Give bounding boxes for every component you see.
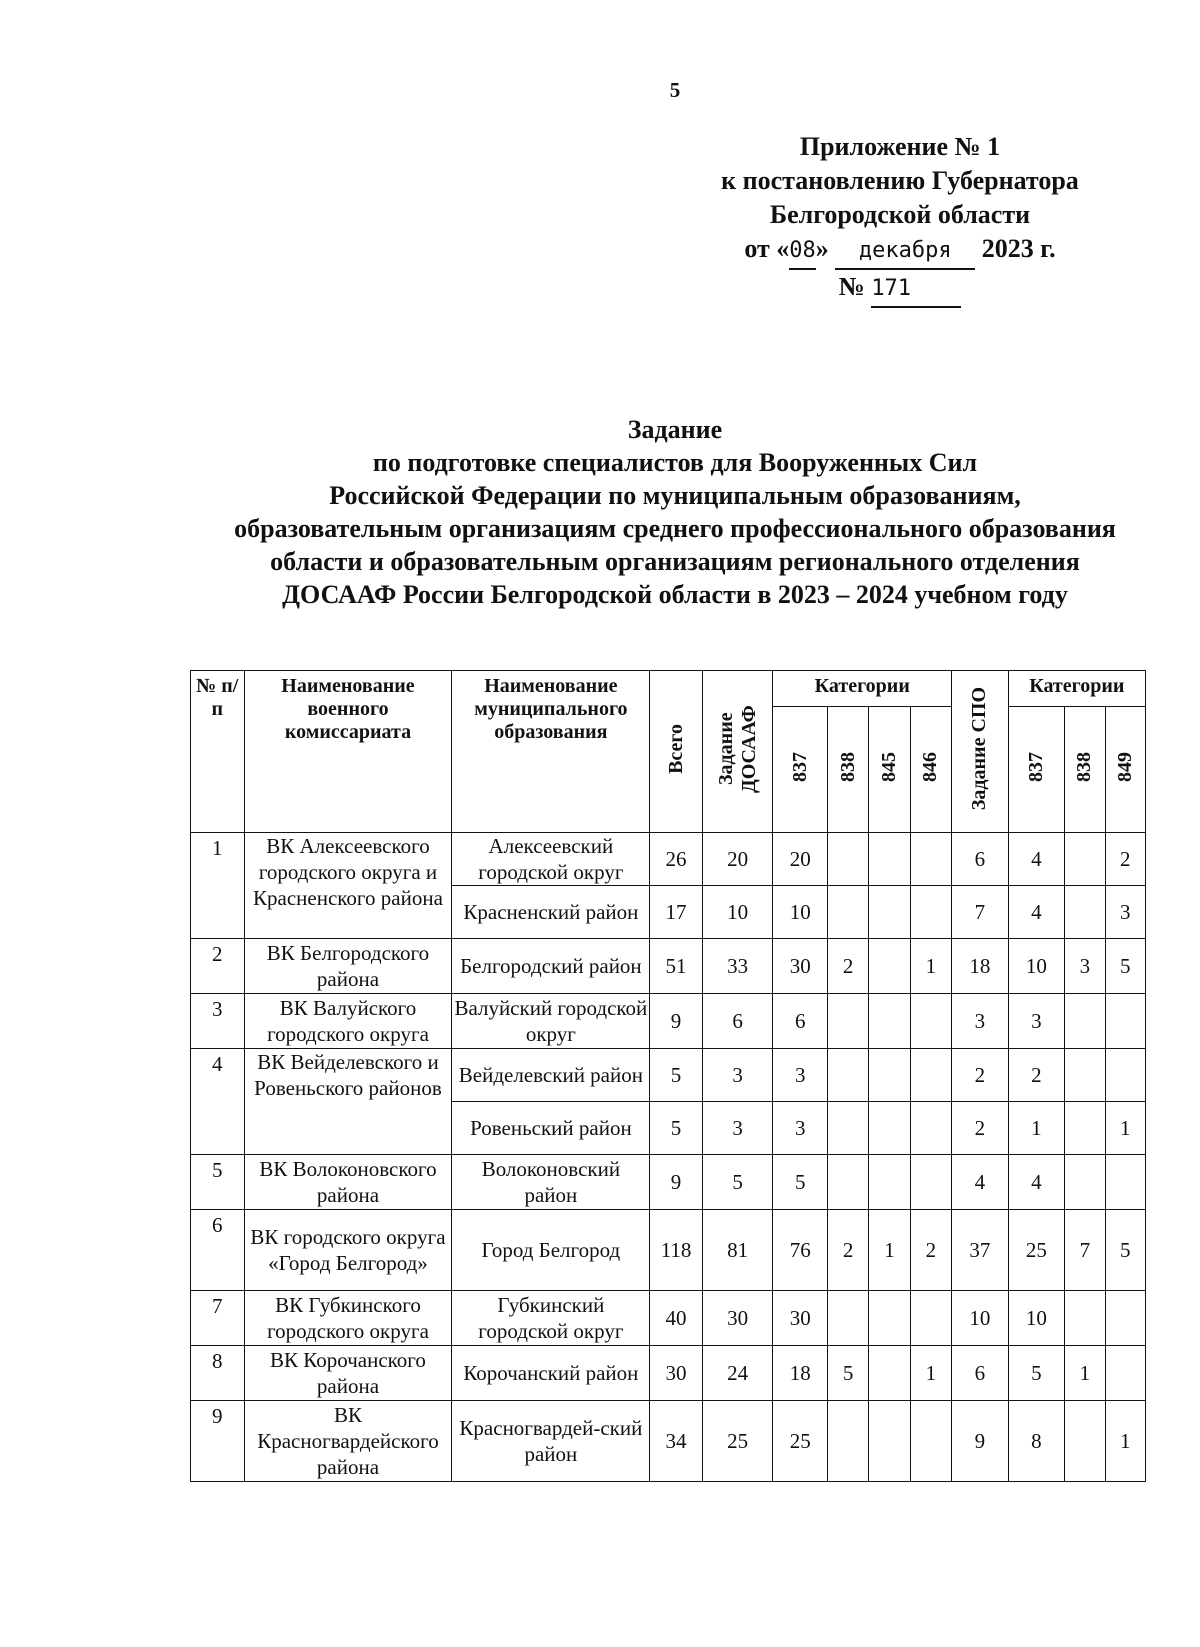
header-total: Всего xyxy=(650,671,702,833)
cell-value: 118 xyxy=(650,1210,702,1291)
cell-value xyxy=(1065,833,1105,886)
cell-value: 1 xyxy=(1105,1401,1145,1482)
cell-municipality: Волоконовский район xyxy=(452,1155,650,1210)
cell-value xyxy=(869,1291,910,1346)
cell-value: 10 xyxy=(1008,939,1065,994)
cell-value xyxy=(1065,994,1105,1049)
cell-commissariat: ВК Волоконовского района xyxy=(244,1155,452,1210)
cell-value xyxy=(869,886,910,939)
cell-value xyxy=(1105,1291,1145,1346)
cell-value xyxy=(869,1401,910,1482)
cell-value: 2 xyxy=(910,1210,951,1291)
cell-value: 1 xyxy=(869,1210,910,1291)
cell-value: 2 xyxy=(1105,833,1145,886)
cell-value: 30 xyxy=(773,939,828,994)
header-categories-2: Категории xyxy=(1008,671,1145,707)
header-cat2-849: 849 xyxy=(1105,707,1145,833)
cell-value: 3 xyxy=(773,1049,828,1102)
cell-value xyxy=(1105,994,1145,1049)
cell-value: 18 xyxy=(773,1346,828,1401)
number-prefix: № xyxy=(838,272,865,301)
date-prefix: от « xyxy=(744,234,790,263)
header-cat1-838: 838 xyxy=(827,707,868,833)
cell-value: 4 xyxy=(952,1155,1009,1210)
cell-value xyxy=(1065,886,1105,939)
cell-num: 5 xyxy=(191,1155,245,1210)
cell-municipality: Белгородский район xyxy=(452,939,650,994)
cell-value xyxy=(910,1291,951,1346)
cell-value: 3 xyxy=(702,1102,773,1155)
cell-value: 40 xyxy=(650,1291,702,1346)
cell-municipality: Вейделевский район xyxy=(452,1049,650,1102)
cell-municipality: Валуйский городской округ xyxy=(452,994,650,1049)
cell-value: 30 xyxy=(702,1291,773,1346)
header-spo: Задание СПО xyxy=(952,671,1009,833)
cell-value: 5 xyxy=(1008,1346,1065,1401)
header-commissariat: Наименование военного комиссариата xyxy=(244,671,452,833)
cell-value: 5 xyxy=(702,1155,773,1210)
cell-value: 18 xyxy=(952,939,1009,994)
cell-value: 25 xyxy=(702,1401,773,1482)
cell-value xyxy=(827,1102,868,1155)
cell-num: 4 xyxy=(191,1049,245,1155)
cell-municipality: Красногвардей-ский район xyxy=(452,1401,650,1482)
cell-commissariat: ВК Вейделевского и Ровеньского районов xyxy=(244,1049,452,1155)
cell-value: 2 xyxy=(952,1049,1009,1102)
cell-value xyxy=(910,1102,951,1155)
cell-value xyxy=(1105,1346,1145,1401)
table-row xyxy=(191,1049,1146,1102)
cell-value: 30 xyxy=(773,1291,828,1346)
cell-commissariat: ВК Белгородского района xyxy=(244,939,452,994)
cell-value xyxy=(869,1346,910,1401)
cell-value: 7 xyxy=(1065,1210,1105,1291)
table-row xyxy=(191,939,1146,994)
cell-value xyxy=(827,1401,868,1482)
appendix-number xyxy=(690,270,1110,308)
cell-value: 6 xyxy=(952,1346,1009,1401)
cell-num: 6 xyxy=(191,1210,245,1291)
cell-value: 10 xyxy=(952,1291,1009,1346)
header-cat2-838: 838 xyxy=(1065,707,1105,833)
cell-municipality: Ровеньский район xyxy=(452,1102,650,1155)
number-value: 171 xyxy=(871,272,961,308)
cell-value: 2 xyxy=(827,939,868,994)
cell-value xyxy=(910,1049,951,1102)
title-line-4: образовательным организациям среднего профессионального образования xyxy=(234,514,1116,543)
header-num: № п/п xyxy=(191,671,245,833)
cell-value xyxy=(869,1049,910,1102)
table-row xyxy=(191,1401,1146,1482)
cell-value xyxy=(827,994,868,1049)
cell-municipality: Город Белгород xyxy=(452,1210,650,1291)
date-mid: » xyxy=(815,234,829,263)
cell-value: 20 xyxy=(702,833,773,886)
cell-value: 6 xyxy=(702,994,773,1049)
cell-value: 3 xyxy=(1105,886,1145,939)
cell-value: 4 xyxy=(1008,833,1065,886)
page-number: 5 xyxy=(669,78,681,102)
appendix-block xyxy=(690,130,1110,308)
cell-value: 37 xyxy=(952,1210,1009,1291)
header-municipality: Наименование муниципального образования xyxy=(452,671,650,833)
cell-value xyxy=(1065,1102,1105,1155)
title-line-2: по подготовке специалистов для Вооруженных Сил xyxy=(372,448,978,477)
cell-value: 24 xyxy=(702,1346,773,1401)
title-line-6: ДОСААФ России Белгородской области в 2023 – 2024 учебном году xyxy=(282,580,1068,609)
cell-value xyxy=(827,1155,868,1210)
cell-value xyxy=(910,994,951,1049)
cell-value xyxy=(1065,1049,1105,1102)
header-cat1-846: 846 xyxy=(910,707,951,833)
title-line-1: Задание xyxy=(627,415,723,444)
title-line-3: Российской Федерации по муниципальным образованиям, xyxy=(329,481,1021,510)
table-row xyxy=(191,1210,1146,1291)
cell-value: 10 xyxy=(702,886,773,939)
header-cat1-845: 845 xyxy=(869,707,910,833)
cell-num: 1 xyxy=(191,833,245,939)
cell-value: 2 xyxy=(952,1102,1009,1155)
cell-commissariat: ВК городского округа «Город Белгород» xyxy=(244,1210,452,1291)
cell-value: 6 xyxy=(773,994,828,1049)
cell-value xyxy=(869,833,910,886)
header-cat1-837: 837 xyxy=(773,707,828,833)
cell-commissariat: ВК Красногвардейского района xyxy=(244,1401,452,1482)
cell-value: 5 xyxy=(827,1346,868,1401)
cell-municipality: Корочанский район xyxy=(452,1346,650,1401)
table-body xyxy=(191,833,1146,1482)
cell-commissariat: ВК Корочанского района xyxy=(244,1346,452,1401)
cell-value: 3 xyxy=(952,994,1009,1049)
cell-value xyxy=(1105,1155,1145,1210)
cell-value xyxy=(869,939,910,994)
cell-value xyxy=(1065,1155,1105,1210)
cell-value: 9 xyxy=(952,1401,1009,1482)
header-cat2-837: 837 xyxy=(1008,707,1065,833)
cell-value: 3 xyxy=(1065,939,1105,994)
header-categories-1: Категории xyxy=(773,671,952,707)
cell-value: 6 xyxy=(952,833,1009,886)
appendix-date xyxy=(690,232,1110,270)
cell-value xyxy=(827,886,868,939)
cell-value xyxy=(827,833,868,886)
cell-value: 33 xyxy=(702,939,773,994)
cell-value: 10 xyxy=(1008,1291,1065,1346)
cell-value: 1 xyxy=(1008,1102,1065,1155)
cell-value: 25 xyxy=(773,1401,828,1482)
cell-value: 3 xyxy=(773,1102,828,1155)
cell-value: 2 xyxy=(827,1210,868,1291)
cell-commissariat: ВК Валуйского городского округа xyxy=(244,994,452,1049)
tasks-table xyxy=(190,670,1146,1482)
cell-value: 25 xyxy=(1008,1210,1065,1291)
cell-value xyxy=(869,994,910,1049)
table-row xyxy=(191,1155,1146,1210)
table-row xyxy=(191,833,1146,886)
cell-value xyxy=(869,1102,910,1155)
cell-value: 8 xyxy=(1008,1401,1065,1482)
table-row xyxy=(191,1291,1146,1346)
cell-municipality: Красненский район xyxy=(452,886,650,939)
header-dosaaf: Задание ДОСААФ xyxy=(702,671,773,833)
cell-value: 30 xyxy=(650,1346,702,1401)
document-title xyxy=(190,413,1160,611)
cell-value: 5 xyxy=(1105,939,1145,994)
cell-value: 4 xyxy=(1008,1155,1065,1210)
cell-value: 76 xyxy=(773,1210,828,1291)
cell-value: 10 xyxy=(773,886,828,939)
date-month: декабря xyxy=(835,234,975,270)
cell-value: 26 xyxy=(650,833,702,886)
cell-value xyxy=(1105,1049,1145,1102)
cell-commissariat: ВК Губкинского городского округа xyxy=(244,1291,452,1346)
cell-value xyxy=(827,1291,868,1346)
cell-value: 5 xyxy=(650,1049,702,1102)
cell-value: 7 xyxy=(952,886,1009,939)
cell-value xyxy=(910,1401,951,1482)
cell-value xyxy=(910,1155,951,1210)
date-year: 2023 г. xyxy=(981,234,1056,263)
cell-num: 3 xyxy=(191,994,245,1049)
cell-value: 1 xyxy=(1065,1346,1105,1401)
cell-value xyxy=(827,1049,868,1102)
cell-municipality: Алексеевский городской округ xyxy=(452,833,650,886)
cell-value: 2 xyxy=(1008,1049,1065,1102)
table-row xyxy=(191,1346,1146,1401)
cell-value xyxy=(1065,1291,1105,1346)
appendix-line-2: к постановлению Губернатора xyxy=(721,166,1079,195)
cell-value xyxy=(910,886,951,939)
cell-value xyxy=(910,833,951,886)
cell-value xyxy=(869,1155,910,1210)
cell-value: 5 xyxy=(1105,1210,1145,1291)
cell-value: 4 xyxy=(1008,886,1065,939)
table-row xyxy=(191,994,1146,1049)
cell-municipality: Губкинский городской округ xyxy=(452,1291,650,1346)
cell-num: 8 xyxy=(191,1346,245,1401)
cell-value: 20 xyxy=(773,833,828,886)
cell-value: 51 xyxy=(650,939,702,994)
date-day: 08 xyxy=(789,234,816,270)
cell-num: 9 xyxy=(191,1401,245,1482)
appendix-line-3: Белгородской области xyxy=(769,200,1031,229)
cell-value: 1 xyxy=(910,1346,951,1401)
cell-value: 3 xyxy=(702,1049,773,1102)
cell-value: 3 xyxy=(1008,994,1065,1049)
cell-value: 17 xyxy=(650,886,702,939)
cell-value: 9 xyxy=(650,1155,702,1210)
cell-value: 5 xyxy=(650,1102,702,1155)
cell-value: 34 xyxy=(650,1401,702,1482)
cell-commissariat: ВК Алексеевского городского округа и Красненского района xyxy=(244,833,452,939)
cell-num: 2 xyxy=(191,939,245,994)
cell-value: 81 xyxy=(702,1210,773,1291)
cell-value xyxy=(1065,1401,1105,1482)
cell-value: 5 xyxy=(773,1155,828,1210)
cell-value: 1 xyxy=(1105,1102,1145,1155)
cell-value: 1 xyxy=(910,939,951,994)
title-line-5: области и образовательным организациям регионального отделения xyxy=(270,547,1080,576)
cell-num: 7 xyxy=(191,1291,245,1346)
cell-value: 9 xyxy=(650,994,702,1049)
appendix-line-1: Приложение № 1 xyxy=(799,132,1001,161)
